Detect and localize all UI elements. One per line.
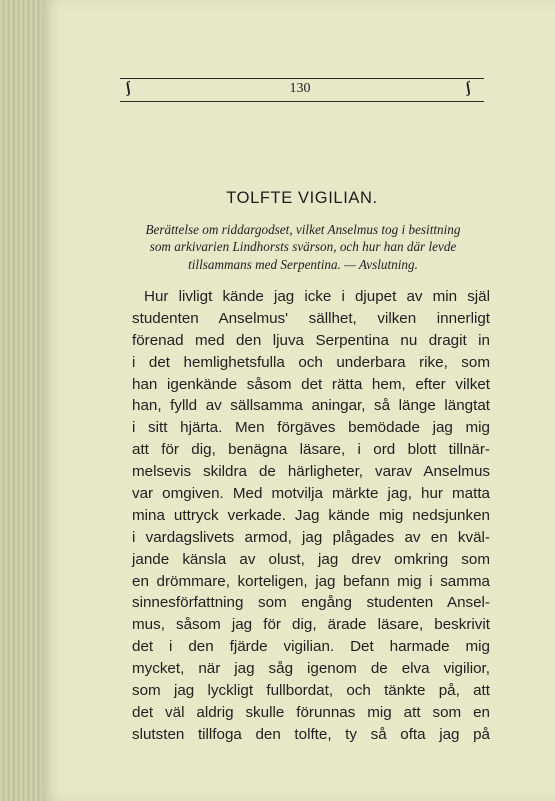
body-line: mus, såsom jag för dig, ärade läsare, beskrivit	[132, 616, 490, 634]
header-ornament-right: ʃ	[463, 79, 474, 97]
header-rule-bottom	[120, 101, 484, 102]
body-line: det väl aldrig skulle förunnas mig att som en	[132, 703, 490, 721]
chapter-synopsis	[118, 221, 488, 273]
body-line: att för dig, benägna läsare, i ord blott tillnär-	[132, 441, 490, 459]
body-line: mycket, när jag såg igenom de elva vigilior,	[132, 660, 490, 678]
page-number: 130	[289, 81, 311, 96]
page-edge	[0, 0, 46, 801]
body-line: i det hemlighetsfulla och underbara rike, som	[132, 353, 490, 371]
body-line: i sitt hjärta. Men förgäves bemödade jag mig	[132, 419, 490, 437]
body-line: melsevis skildra de härligheter, varav Anselmus	[132, 463, 490, 481]
body-text	[132, 286, 490, 746]
body-line: mina uttryck verkade. Jag kände mig nedsjunken	[132, 506, 490, 524]
body-line: som jag lyckligt fullbordat, och tänkte på, att	[132, 682, 490, 700]
synopsis-line: tillsammans med Serpentina. — Avslutning.	[188, 256, 418, 272]
synopsis-line: Berättelse om riddargodset, vilket Anselmus tog i besittning	[145, 222, 461, 237]
body-line: förenad med den ljuva Serpentina nu dragit in	[132, 331, 490, 349]
body-line: det i den fjärde vigilian. Det harmade mig	[132, 638, 490, 656]
header-ornament-left: ʃ	[123, 79, 134, 97]
body-line: Hur livligt kände jag icke i djupet av min själ	[144, 288, 490, 305]
body-line: han igenkände såsom det rätta hem, efter vilket	[132, 375, 490, 393]
body-line: han, fylld av sällsamma aningar, så länge längtat	[132, 397, 490, 415]
body-line: i vardagslivets armod, jag plågades av en kväl-	[132, 528, 490, 546]
body-line: slutsten tillfoga den tolfte, ty så ofta jag på	[132, 725, 490, 743]
body-line: var omgiven. Med motvilja märkte jag, hur matta	[132, 485, 490, 503]
body-line: jande känsla av olust, jag drev omkring som	[132, 550, 490, 568]
body-line: sinnesförfattning som engång studenten Ansel-	[132, 594, 490, 612]
body-line: en drömmare, korteligen, jag befann mig i samma	[132, 572, 490, 590]
synopsis-line: som arkivarien Lindhorsts svärson, och hur han där levde	[149, 239, 457, 255]
body-line: studenten Anselmus' sällhet, vilken innerligt	[132, 309, 490, 327]
chapter-title: TOLFTE VIGILIAN.	[226, 189, 378, 207]
header-rule-top	[120, 78, 484, 79]
